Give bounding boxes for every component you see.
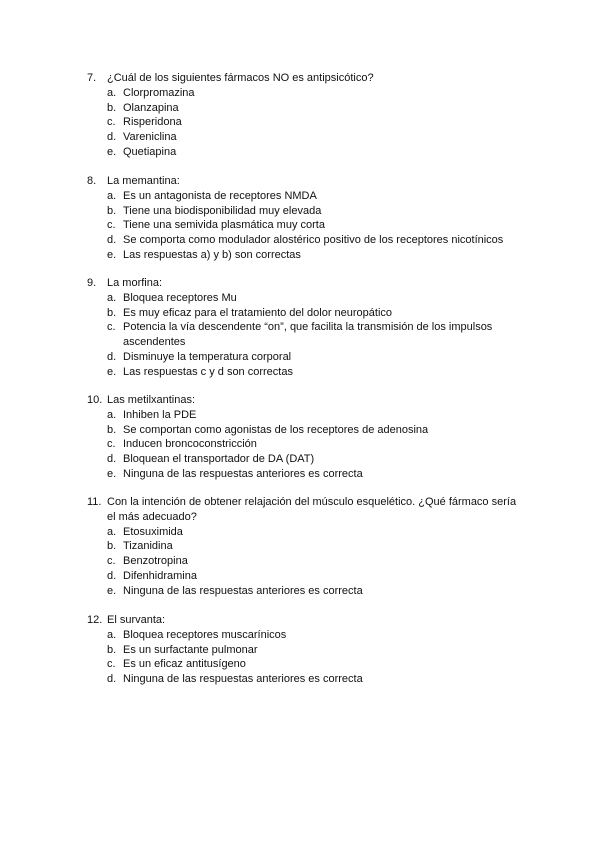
question-9 (87, 276, 527, 380)
option-a (87, 628, 527, 643)
option-e (87, 467, 527, 482)
question-stem (87, 276, 527, 291)
option-letter: a. (107, 628, 117, 641)
option-letter: e. (107, 467, 117, 480)
option-letter: e. (107, 584, 117, 597)
option-text: Vareniclina (123, 131, 177, 144)
option-b (87, 539, 527, 554)
option-text: Tiene una biodisponibilidad muy elevada (123, 204, 322, 217)
question-text: La memantina: (107, 175, 180, 187)
option-e (87, 248, 527, 263)
option-text: Las respuestas a) y b) son correctas (123, 248, 301, 261)
option-letter: b. (107, 643, 117, 656)
option-letter: e. (107, 365, 117, 378)
option-a (87, 189, 527, 204)
option-text: Etosuximida (123, 525, 183, 538)
option-d (87, 672, 527, 687)
option-text: Bloquea receptores muscarínicos (123, 628, 287, 641)
option-text: Es muy eficaz para el tratamiento del dolor neuropático (123, 306, 393, 319)
option-b (87, 643, 527, 658)
option-c (87, 437, 527, 452)
option-b (87, 423, 527, 438)
question-stem (87, 393, 527, 408)
option-d (87, 452, 527, 467)
option-letter: d. (107, 234, 117, 247)
question-12 (87, 613, 527, 687)
option-letter: b. (107, 540, 117, 553)
question-number: 7. (87, 72, 97, 84)
option-text: Es un surfactante pulmonar (123, 643, 258, 656)
option-e (87, 584, 527, 599)
option-c (87, 554, 527, 569)
option-a (87, 408, 527, 423)
option-letter: a. (107, 291, 117, 304)
option-text: Benzotropina (123, 555, 188, 568)
question-number: 12. (87, 614, 103, 626)
option-text: Quetiapina (123, 145, 177, 158)
option-text: Se comportan como agonistas de los receptores de adenosina (123, 423, 429, 436)
option-letter: b. (107, 101, 117, 114)
option-c (87, 115, 527, 130)
option-text: Bloquean el transportador de DA (DAT) (123, 453, 315, 466)
option-letter: c. (107, 438, 116, 451)
question-number: 9. (87, 277, 97, 289)
option-letter: d. (107, 350, 117, 363)
option-c (87, 320, 527, 350)
option-text: Risperidona (123, 116, 182, 129)
option-text: Es un eficaz antitusígeno (123, 658, 246, 671)
option-text: Se comporta como modulador alostérico positivo de los receptores nicotínicos (123, 234, 504, 247)
option-b (87, 204, 527, 219)
option-letter: c. (107, 219, 116, 232)
question-10 (87, 393, 527, 482)
option-letter: d. (107, 453, 117, 466)
option-letter: a. (107, 189, 117, 202)
option-letter: a. (107, 86, 117, 99)
option-text: Ninguna de las respuestas anteriores es correcta (123, 584, 363, 597)
option-text: Disminuye la temperatura corporal (123, 350, 292, 363)
option-letter: c. (107, 321, 116, 334)
option-d (87, 130, 527, 145)
option-text: Inducen broncoconstricción (123, 438, 257, 451)
option-list (87, 628, 527, 687)
option-letter: d. (107, 673, 117, 686)
option-list (87, 86, 527, 160)
option-letter: e. (107, 145, 117, 158)
option-letter: b. (107, 306, 117, 319)
question-number: 10. (87, 394, 103, 406)
question-number: 11. (87, 496, 102, 508)
option-letter: b. (107, 423, 117, 436)
option-text: Tiene una semivida plasmática muy corta (123, 219, 325, 232)
option-letter: a. (107, 525, 117, 538)
option-list (87, 525, 527, 599)
option-e (87, 145, 527, 160)
option-text: Olanzapina (123, 101, 179, 114)
option-list (87, 189, 527, 263)
option-text: Las respuestas c y d son correctas (123, 365, 293, 378)
option-text: Inhiben la PDE (123, 408, 197, 421)
question-11 (87, 495, 527, 599)
option-e (87, 365, 527, 380)
option-d (87, 350, 527, 365)
option-d (87, 233, 527, 248)
option-text: Difenhidramina (123, 569, 197, 582)
option-text: Es un antagonista de receptores NMDA (123, 189, 317, 202)
question-text: Con la intención de obtener relajación del músculo esquelético. ¿Qué fármaco sería el más adecuado? (107, 496, 517, 523)
option-b (87, 101, 527, 116)
option-c (87, 218, 527, 233)
option-letter: c. (107, 116, 116, 129)
option-text: Clorpromazina (123, 86, 195, 99)
question-stem (87, 71, 527, 86)
option-text: Bloquea receptores Mu (123, 291, 237, 304)
question-stem (87, 495, 527, 525)
question-8 (87, 174, 527, 263)
option-letter: d. (107, 131, 117, 144)
option-d (87, 569, 527, 584)
option-a (87, 86, 527, 101)
option-text: Potencia la vía descendente “on”, que facilita la transmisión de los impulsos ascendentes (123, 321, 493, 349)
option-letter: d. (107, 569, 117, 582)
option-list (87, 408, 527, 482)
option-list (87, 291, 527, 380)
option-b (87, 306, 527, 321)
question-number: 8. (87, 175, 97, 187)
option-letter: c. (107, 555, 116, 568)
question-7 (87, 71, 527, 160)
option-text: Ninguna de las respuestas anteriores es correcta (123, 467, 363, 480)
question-text: La morfina: (107, 277, 163, 289)
question-text: Las metilxantinas: (107, 394, 196, 406)
option-letter: e. (107, 248, 117, 261)
question-stem (87, 613, 527, 628)
option-c (87, 657, 527, 672)
option-letter: b. (107, 204, 117, 217)
question-text: El survanta: (107, 614, 166, 626)
option-text: Tizanidina (123, 540, 173, 553)
option-letter: a. (107, 408, 117, 421)
option-text: Ninguna de las respuestas anteriores es correcta (123, 673, 363, 686)
question-text: ¿Cuál de los siguientes fármacos NO es antipsicótico? (107, 72, 374, 84)
option-a (87, 291, 527, 306)
option-a (87, 525, 527, 540)
option-letter: c. (107, 658, 116, 671)
question-stem (87, 174, 527, 189)
